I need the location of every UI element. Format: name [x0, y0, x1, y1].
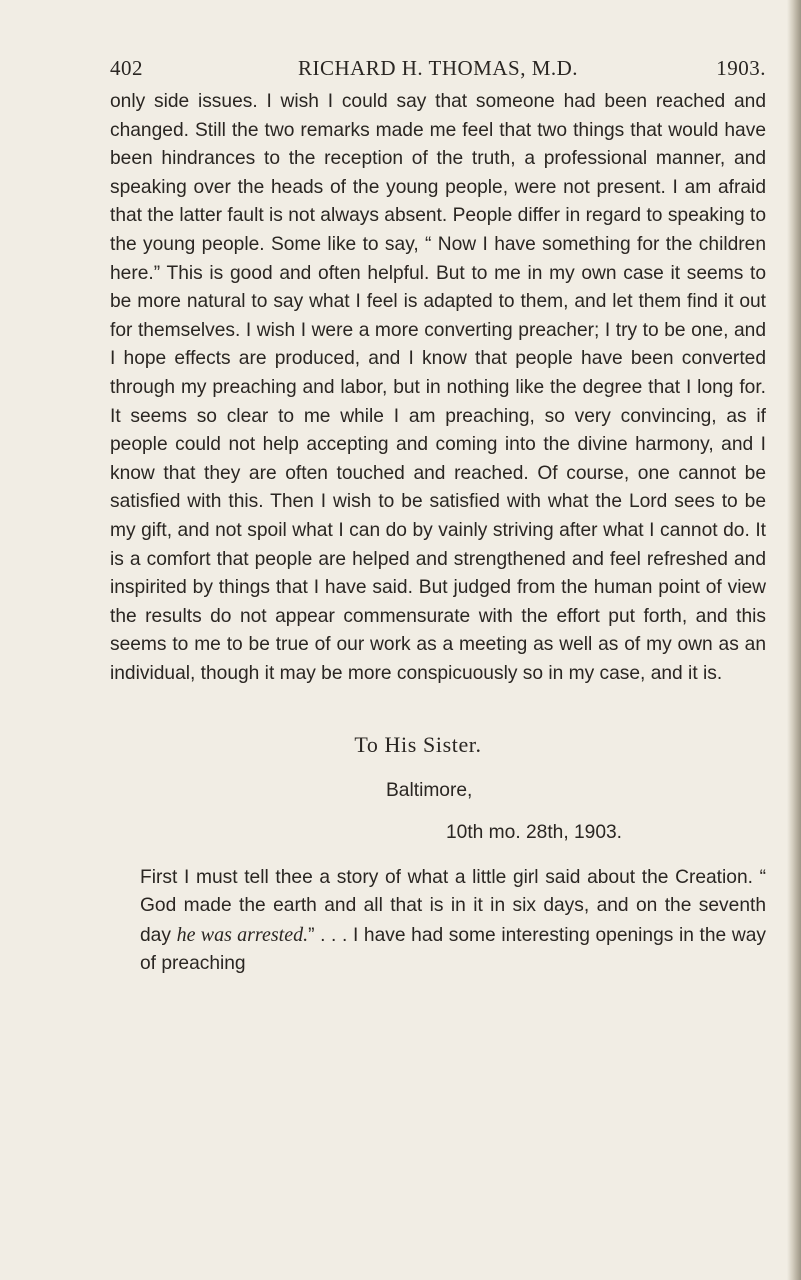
- page-number: 402: [110, 56, 143, 80]
- running-title: RICHARD H. THOMAS, M.D.: [297, 56, 579, 80]
- main-text: [110, 88, 766, 688]
- page-edge-shadow: [787, 0, 801, 1280]
- letter-text: [110, 864, 766, 979]
- header-year: 1903.: [716, 56, 766, 80]
- letter-date: 10th mo. 28th, 1903.: [446, 822, 623, 844]
- body-paragraph: only side issues. I wish I could say that someone had been reached and changed. Still the two remarks made me feel that two things that would have been hindrances to the reception of the truth, a professional manner, and speaking over the heads of the young people, were not present. I am afraid that the latter fault is not always absent. People differ in regard to speaking to the young people. Some like to say, “ Now I have something for the children here.” This is good and often helpful. But to me in my own case it seems to be more natural to say what I feel is adapted to them, and let them find it out for themselves. I wish I were a more converting preacher; I try to be one, and I hope effects are produced, and I know that people have been converted through my preaching and labor, but in nothing like the degree that I long for. It seems so clear to me while I am preaching, so very convincing, as if people could not help accepting and coming into the divine harmony, and I know that they are often touched and reached. Of course, one cannot be satisfied with this. Then I wish to be satisfied with what the Lord sees to be my gift, and not spoil what I can do by vainly striving after what I cannot do. It is a comfort that people are helped and strengthened and feel refreshed and inspirited by things that I have said. But judged from the human point of view the results do not appear commensurate with the effort put forth, and this seems to me to be true of our work as a meeting as well as of my own as an individual, though it may be more conspicuously so in my case, and it is.: [110, 91, 766, 684]
- letter-paragraph: [110, 864, 766, 979]
- letter-text-start: First I must tell thee a story of what a little girl said about the Creation. “ God made the earth and all that is in it in six days, and on the seventh day: [140, 866, 766, 946]
- letter-italic-phrase: he was arrested.: [176, 923, 309, 946]
- page-header: [110, 56, 766, 88]
- letter-heading: To His Sister.: [354, 732, 482, 758]
- letter-text-end: ” . . . I have had some interesting openings in the way of preaching: [140, 924, 766, 975]
- book-page: [110, 56, 766, 998]
- letter-place: Baltimore,: [386, 780, 473, 802]
